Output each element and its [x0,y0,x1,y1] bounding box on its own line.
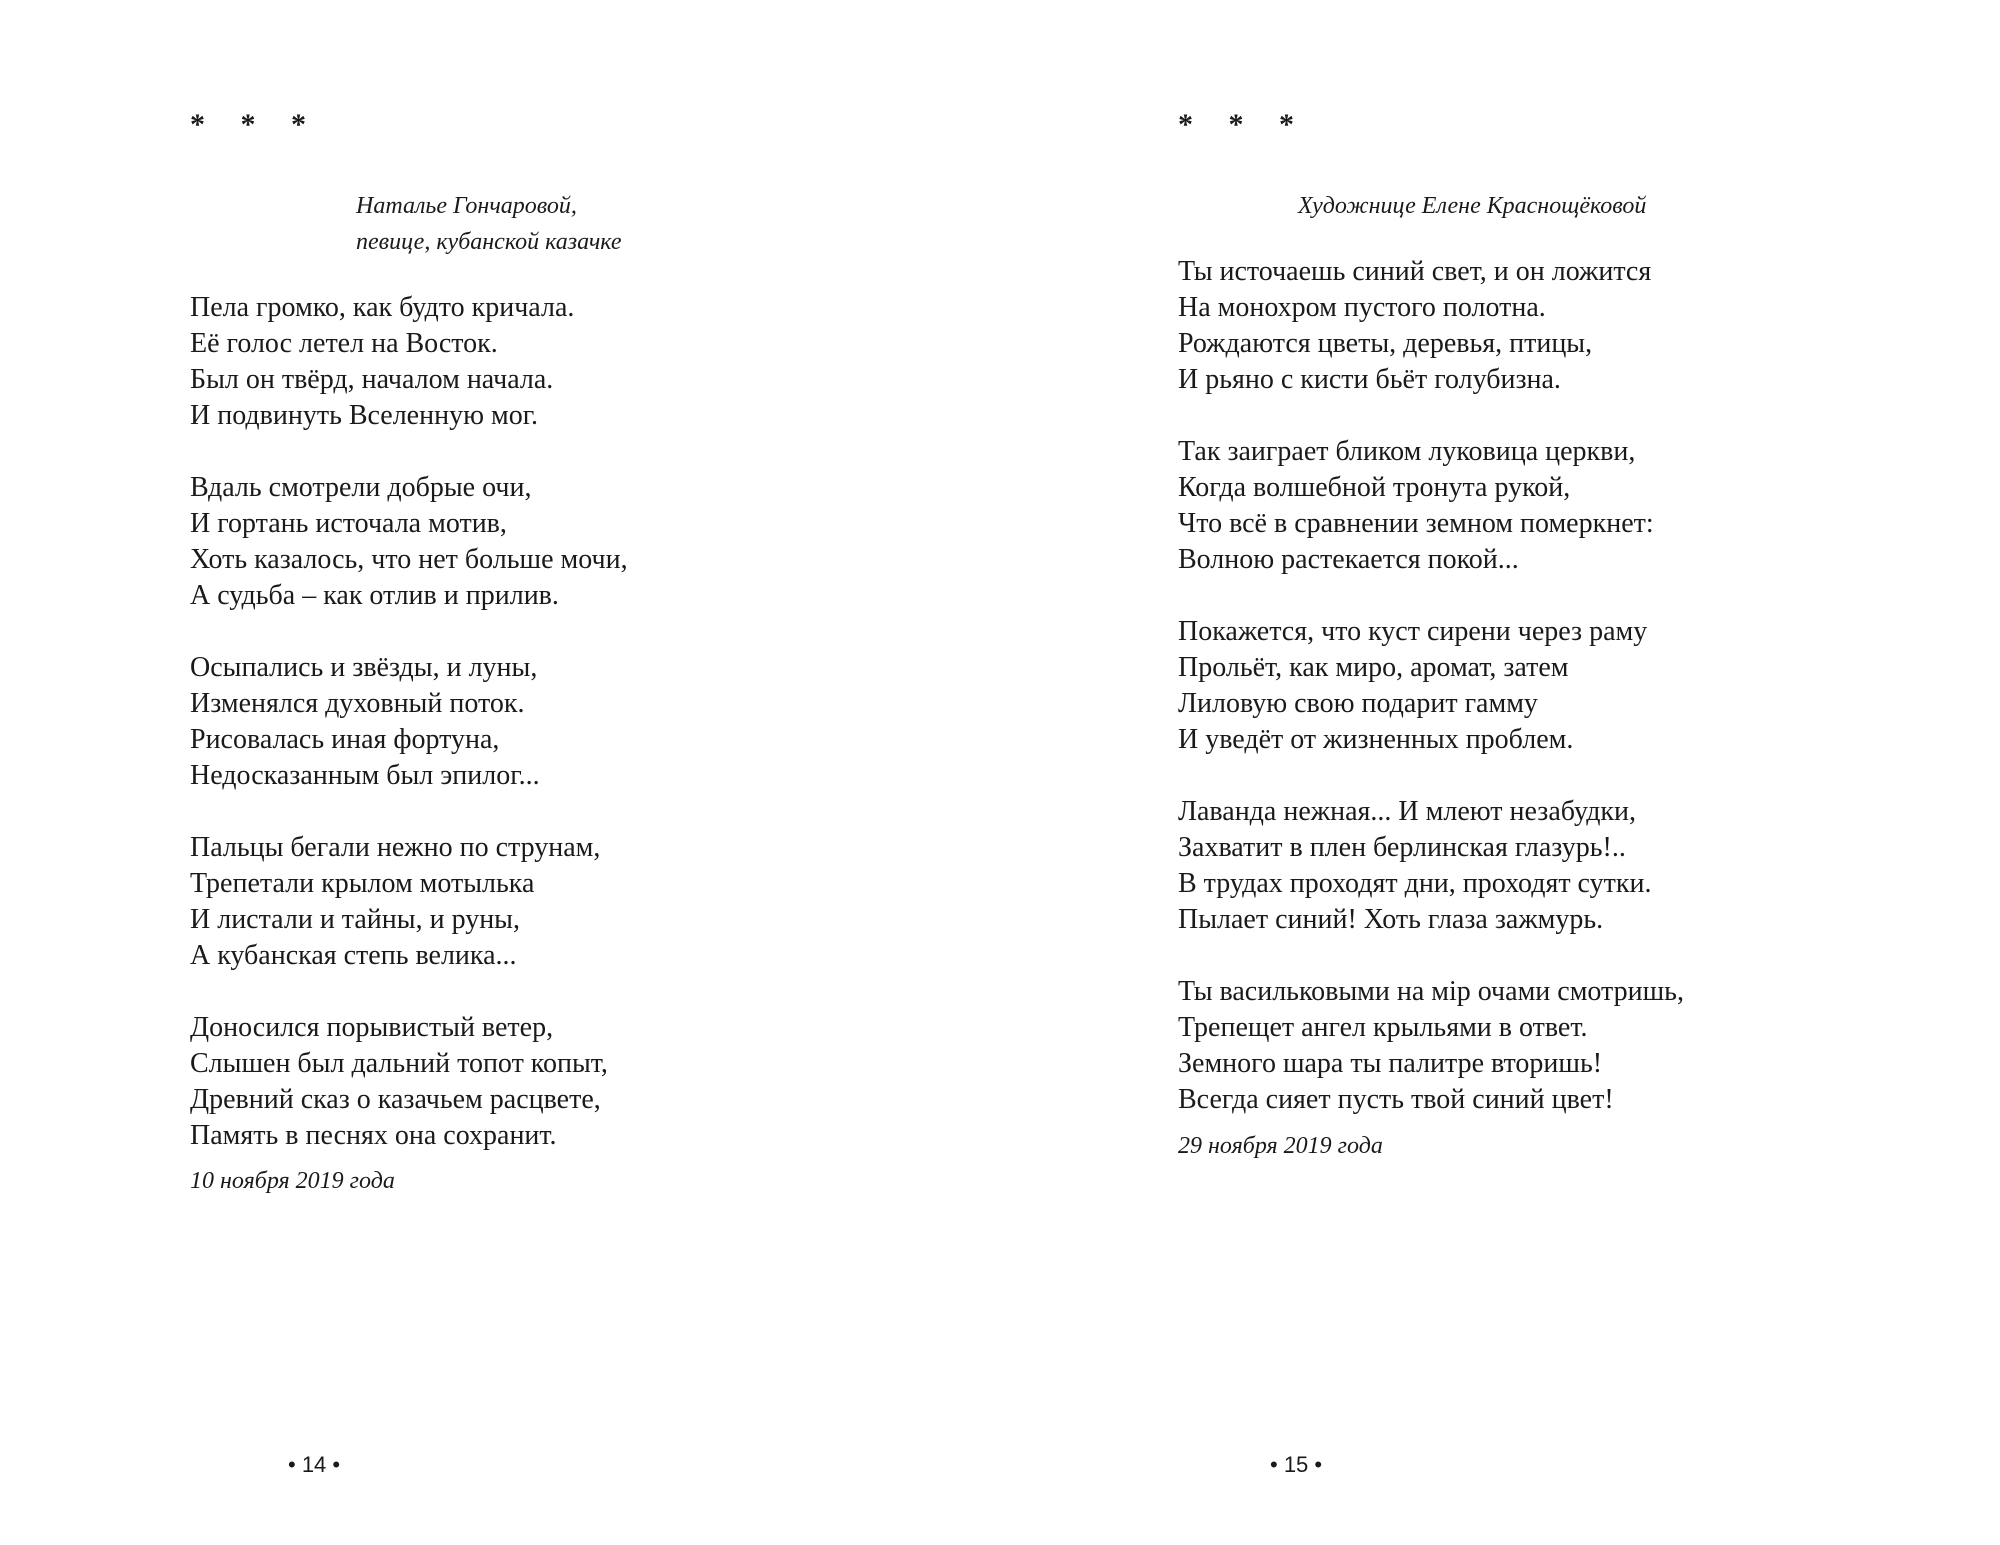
right-page [1000,0,2000,1545]
dedication [1298,188,1646,224]
poem-line: Захватит в плен берлинская глазурь!.. [1178,832,1626,863]
dedication [356,188,622,260]
stanza [1178,254,1684,398]
stanza [190,290,628,434]
poem-line: Когда волшебной тронута рукой, [1178,472,1571,503]
poem-line: Трепетали крылом мотылька [190,868,535,899]
poem-line: Волною растекается покой... [1178,544,1519,575]
poem-line: На монохром пустого полотна. [1178,292,1546,323]
section-ornament: * * * [1178,108,1308,141]
poem [1178,254,1684,1154]
poem-line: Так заиграет бликом луковица церкви, [1178,436,1636,467]
page-number: • 14 • [288,1452,341,1477]
dedication-line: Наталье Гончаровой, [356,193,577,219]
poem-line: И подвинуть Вселенную мог. [190,400,539,431]
poem-line: А судьба – как отлив и прилив. [190,580,559,611]
poem-line: Лаванда нежная... И млеют незабудки, [1178,796,1637,827]
poem [190,290,628,1190]
stanza [190,1010,628,1154]
stanza [1178,974,1684,1118]
poem-line: Осыпались и звёзды, и луны, [190,652,538,683]
page-number: • 15 • [1270,1452,1323,1477]
poem-line: Недосказанным был эпилог... [190,760,540,791]
poem-line: Слышен был дальний топот копыт, [190,1048,608,1079]
poem-line: Покажется, что куст сирени через раму [1178,616,1648,647]
poem-line: Земного шара ты палитре вторишь! [1178,1048,1603,1079]
poem-line: Прольёт, как миро, аромат, затем [1178,652,1569,683]
poem-line: Пела громко, как будто кричала. [190,292,575,323]
poem-line: Ты васильковыми на мір очами смотришь, [1178,976,1684,1007]
poem-line: Что всё в сравнении земном померкнет: [1178,508,1654,539]
poem-line: А кубанская степь велика... [190,940,517,971]
poem-line: Лиловую свою подарит гамму [1178,688,1538,719]
dedication-line: Художнице Елене Краснощёковой [1298,193,1647,219]
dedication-line: певице, кубанской казачке [356,229,622,255]
poem-date: 29 ноября 2019 года [1178,1133,1383,1159]
poem-line: Пылает синий! Хоть глаза зажмурь. [1178,904,1604,935]
poem-line: Хоть казалось, что нет больше мочи, [190,544,628,575]
poem-line: Изменялся духовный поток. [190,688,525,719]
poem-line: Всегда сияет пусть твой синий цвет! [1178,1084,1614,1115]
poem-line: И листали и тайны, и руны, [190,904,520,935]
poem-line: Ты источаешь синий свет, и он ложится [1178,256,1652,287]
poem-line: В трудах проходят дни, проходят сутки. [1178,868,1652,899]
section-ornament: * * * [190,108,320,141]
poem-line: Пальцы бегали нежно по струнам, [190,832,601,863]
poem-line: Память в песнях она сохранит. [190,1120,557,1151]
poem-line: И рьяно с кисти бьёт голубизна. [1178,364,1561,395]
poem-line: Доносился порывистый ветер, [190,1012,554,1043]
stanza [190,650,628,794]
poem-line: И уведёт от жизненных проблем. [1178,724,1574,755]
poem-line: И гортань источала мотив, [190,508,507,539]
poem-line: Рождаются цветы, деревья, птицы, [1178,328,1593,359]
stanza [1178,794,1684,938]
poem-date: 10 ноября 2019 года [190,1168,395,1194]
poem-line: Её голос летел на Восток. [190,328,498,359]
poem-line: Был он твёрд, началом начала. [190,364,554,395]
poem-line: Рисовалась иная фортуна, [190,724,500,755]
stanza [1178,614,1684,758]
stanza [1178,434,1684,578]
poem-line: Вдаль смотрели добрые очи, [190,472,532,503]
stanza [190,830,628,974]
stanza [190,470,628,614]
poem-line: Трепещет ангел крыльями в ответ. [1178,1012,1588,1043]
poem-line: Древний сказ о казачьем расцвете, [190,1084,601,1115]
